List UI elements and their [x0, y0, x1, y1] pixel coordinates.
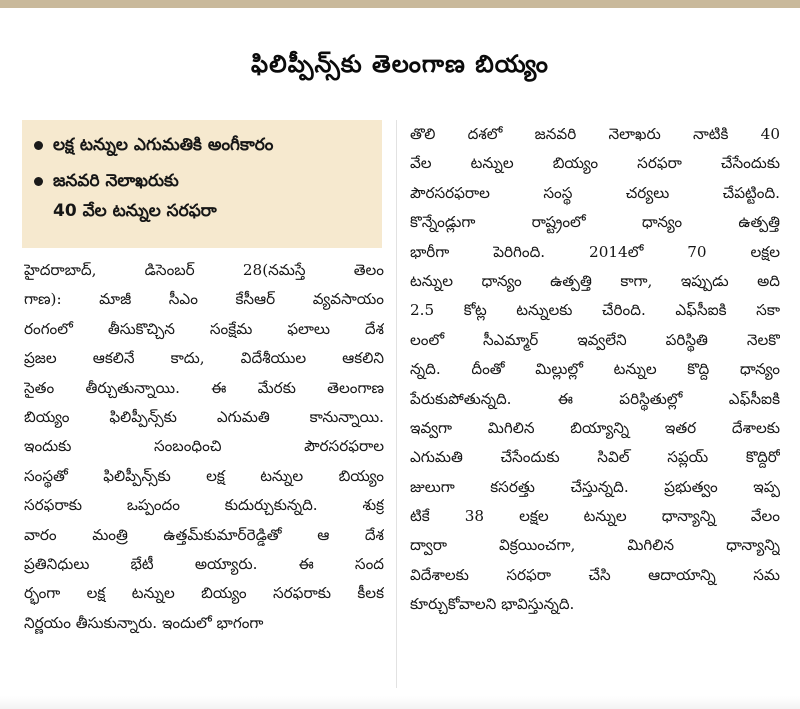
body-text-line: బియ్యం ఫిలిప్పీన్స్‌కు ఎగుమతి కానున్నాయి.	[24, 407, 384, 426]
article-body-left-column	[24, 256, 384, 638]
body-text-line: జులుగా కసరత్తు చేస్తున్నది. ప్రభుత్వం ఇప్ప	[410, 477, 780, 496]
body-text-line: ద్వారా విక్రయించగా, మిగిలిన ధాన్యాన్ని	[410, 536, 780, 555]
body-text-line: కొన్నేండ్లుగా రాష్ట్రంలో ధాన్యం ఉత్పత్తి	[410, 213, 780, 232]
page-bottom-edge	[0, 696, 800, 709]
body-text-line: సైతం తీర్చుతున్నాయి. ఈ మేరకు తెలంగాణ	[24, 378, 384, 397]
body-text-line: లంలో సీఎమ్మార్ ఇవ్వలేని పరిస్థితి నెలకొ	[410, 330, 780, 349]
body-text-line: గాణ): మాజీ సీఎం కేసీఆర్ వ్యవసాయం	[24, 290, 384, 309]
body-text-line: రంగంలో తీసుకొచ్చిన సంక్షేమ ఫలాలు దేశ	[24, 319, 384, 338]
highlights-box	[22, 120, 382, 248]
body-text-line: టికే 38 లక్షల టన్నుల ధాన్యాన్ని వేలం	[410, 507, 780, 526]
body-text-line: వారం మంత్రి ఉత్తమ్‌కుమార్‌రెడ్డితో ఆ దేశ	[24, 525, 384, 544]
body-text-line: సంస్థతో ఫిలిప్పీన్స్‌కు లక్ష టన్నుల బియ్యం	[24, 466, 384, 485]
body-text-line: టన్నుల ధాన్యం ఉత్పత్తి కాగా, ఇప్పుడు అది	[410, 271, 780, 290]
highlight-text: లక్ష టన్నుల ఎగుమతికి అంగీకారం	[53, 135, 274, 155]
body-text-line: భారీగా పెరిగింది. 2014లో 70 లక్షల	[410, 242, 780, 261]
article-headline: ఫిలిప్పీన్స్‌కు తెలంగాణ బియ్యం	[251, 50, 549, 78]
body-text-line: సరఫరాకు ఒప్పందం కుదుర్చుకున్నది. శుక్ర	[24, 496, 384, 515]
body-text-line: హైదరాబాద్, డిసెంబర్ 28(నమస్తే తెలం	[24, 261, 384, 279]
body-text-line: నిర్ణయం తీసుకున్నారు. ఇందులో భాగంగా	[24, 613, 264, 632]
body-text-line: ఎగుమతి చేసేందుకు సివిల్ సప్లయ్ కొద్దిరో	[410, 448, 780, 467]
body-text-line: ఇవ్వగా మిగిలిన బియ్యాన్ని ఇతర దేశాలకు	[410, 418, 780, 437]
highlight-item	[34, 166, 372, 226]
body-text-line: ర్భంగా లక్ష టన్నుల బియ్యం సరఫరాకు కీలక	[24, 584, 384, 603]
body-text-line: న్నది. దీంతో మిల్లుల్లో టన్నుల కొద్ది ధాన్యం	[410, 360, 780, 379]
body-text-line: తొలి దశలో జనవరి నెలాఖరు నాటికి 40	[410, 125, 780, 143]
column-divider	[396, 120, 397, 688]
body-text-line: పౌరసరఫరాల సంస్థ చర్యలు చేపట్టింది.	[410, 183, 780, 202]
body-text-line: విదేశాలకు సరఫరా చేసి ఆదాయాన్ని సమ	[410, 565, 780, 584]
body-text-line: వేల టన్నుల బియ్యం సరఫరా చేసేందుకు	[410, 154, 780, 173]
highlight-item	[34, 130, 372, 160]
bullet-icon	[34, 177, 43, 186]
article-body-right-column	[410, 120, 780, 620]
body-text-line: 2.5 కోట్ల టన్నులకు చేరింది. ఎఫ్‌సీఐకి సకా	[410, 301, 780, 320]
body-text-line: కూర్చుకోవాలని భావిస్తున్నది.	[410, 595, 575, 614]
top-decorative-strip	[0, 0, 800, 8]
body-text-line: పేరుకుపోతున్నది. ఈ పరిస్థితుల్లో ఎఫ్‌సీఐకి	[410, 389, 780, 408]
body-text-line: ఇందుకు సంబంధించి పౌరసరఫరాల	[24, 437, 384, 456]
body-text-line: ప్రజల ఆకలినే కాదు, విదేశీయుల ఆకలిని	[24, 349, 384, 368]
highlight-text: జనవరి నెలాఖరుకు 40 వేల టన్నుల సరఫరా	[53, 171, 217, 221]
body-text-line: ప్రతినిధులు భేటీ అయ్యారు. ఈ సంద	[24, 554, 384, 573]
bullet-icon	[34, 141, 43, 150]
